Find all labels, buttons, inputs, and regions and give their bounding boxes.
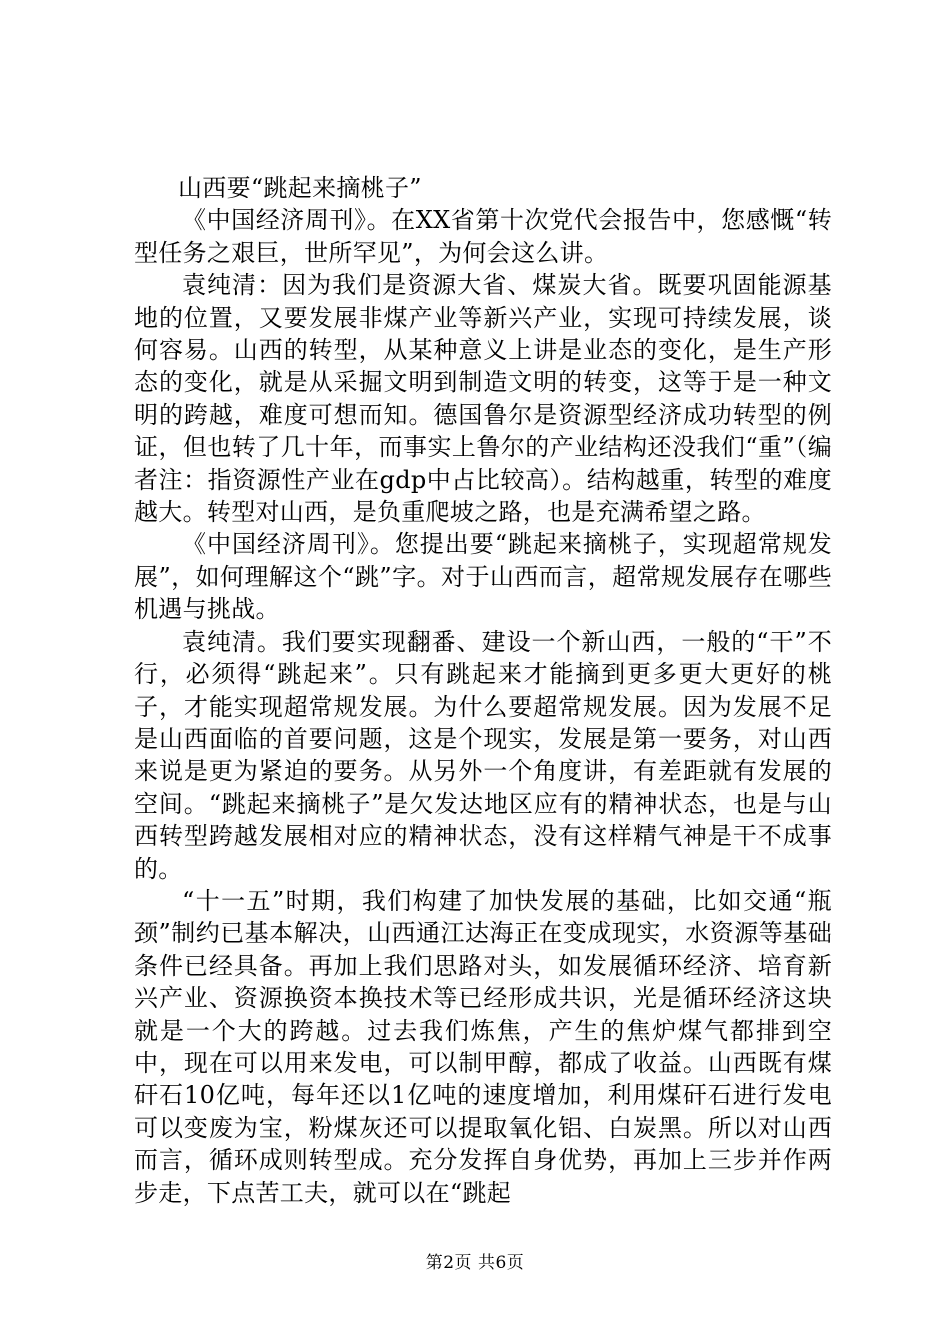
paragraph-question-2: 《中国经济周刊》。您提出要“跳起来摘桃子，实现超常规发展”，如何理解这个“跳”字。对于山西而言，超常规发展存在哪些机遇与挑战。 bbox=[134, 530, 832, 624]
paragraph-answer-1: 袁纯清：因为我们是资源大省、煤炭大省。既要巩固能源基地的位置，又要发展非煤产业等新兴产业，实现可持续发展，谈何容易。山西的转型，从某种意义上讲是业态的变化，是生产形态的变化，就是从采掘文明到制造文明的转变，这等于是一种文明的跨越，难度可想而知。德国鲁尔是资源型经济成功转型的例证，但也转了几十年，而事实上鲁尔的产业结构还没我们“重”（编者注：指资源性产业在gdp中占比较高）。结构越重，转型的难度越大。转型对山西，是负重爬坡之路，也是充满希望之路。 bbox=[134, 271, 832, 527]
article-title: 山西要“跳起来摘桃子” bbox=[178, 174, 422, 202]
document-body bbox=[134, 172, 832, 1209]
paragraph-question-1: 《中国经济周刊》。在XX省第十次党代会报告中，您感慨“转型任务之艰巨，世所罕见”，为何会这么讲。 bbox=[134, 206, 832, 267]
paragraph-answer-2: 袁纯清。我们要实现翻番、建设一个新山西，一般的“干”不行，必须得“跳起来”。只有跳起来才能摘到更多更大更好的桃子，才能实现超常规发展。为什么要超常规发展。因为发展不足是山西面临的首要问题，这是个现实，发展是第一要务，对山西来说是更为紧迫的要务。从另外一个角度讲，有差距就有发展的空间。“跳起来摘桃子”是欠发达地区应有的精神状态，也是与山西转型跨越发展相对应的精神状态，没有这样精气神是干不成事的。 bbox=[134, 627, 832, 883]
paragraph-answer-2-continued: “十一五”时期，我们构建了加快发展的基础，比如交通“瓶颈”制约已基本解决，山西通江达海正在变成现实，水资源等基础条件已经具备。再加上我们思路对头，如发展循环经济、培育新兴产业、资源换资本换技术等已经形成共识，光是循环经济这块就是一个大的跨越。过去我们炼焦，产生的焦炉煤气都排到空中，现在可以用来发电，可以制甲醇，都成了收益。山西既有煤矸石10亿吨，每年还以1亿吨的速度增加，利用煤矸石进行发电可以变废为宝，粉煤灰还可以提取氧化铝、白炭黑。所以对山西而言，循环成则转型成。充分发挥自身优势，再加上三步并作两步走，下点苦工夫，就可以在“跳起 bbox=[134, 886, 832, 1207]
page-number-footer: 第2页 共6页 bbox=[425, 1253, 525, 1273]
